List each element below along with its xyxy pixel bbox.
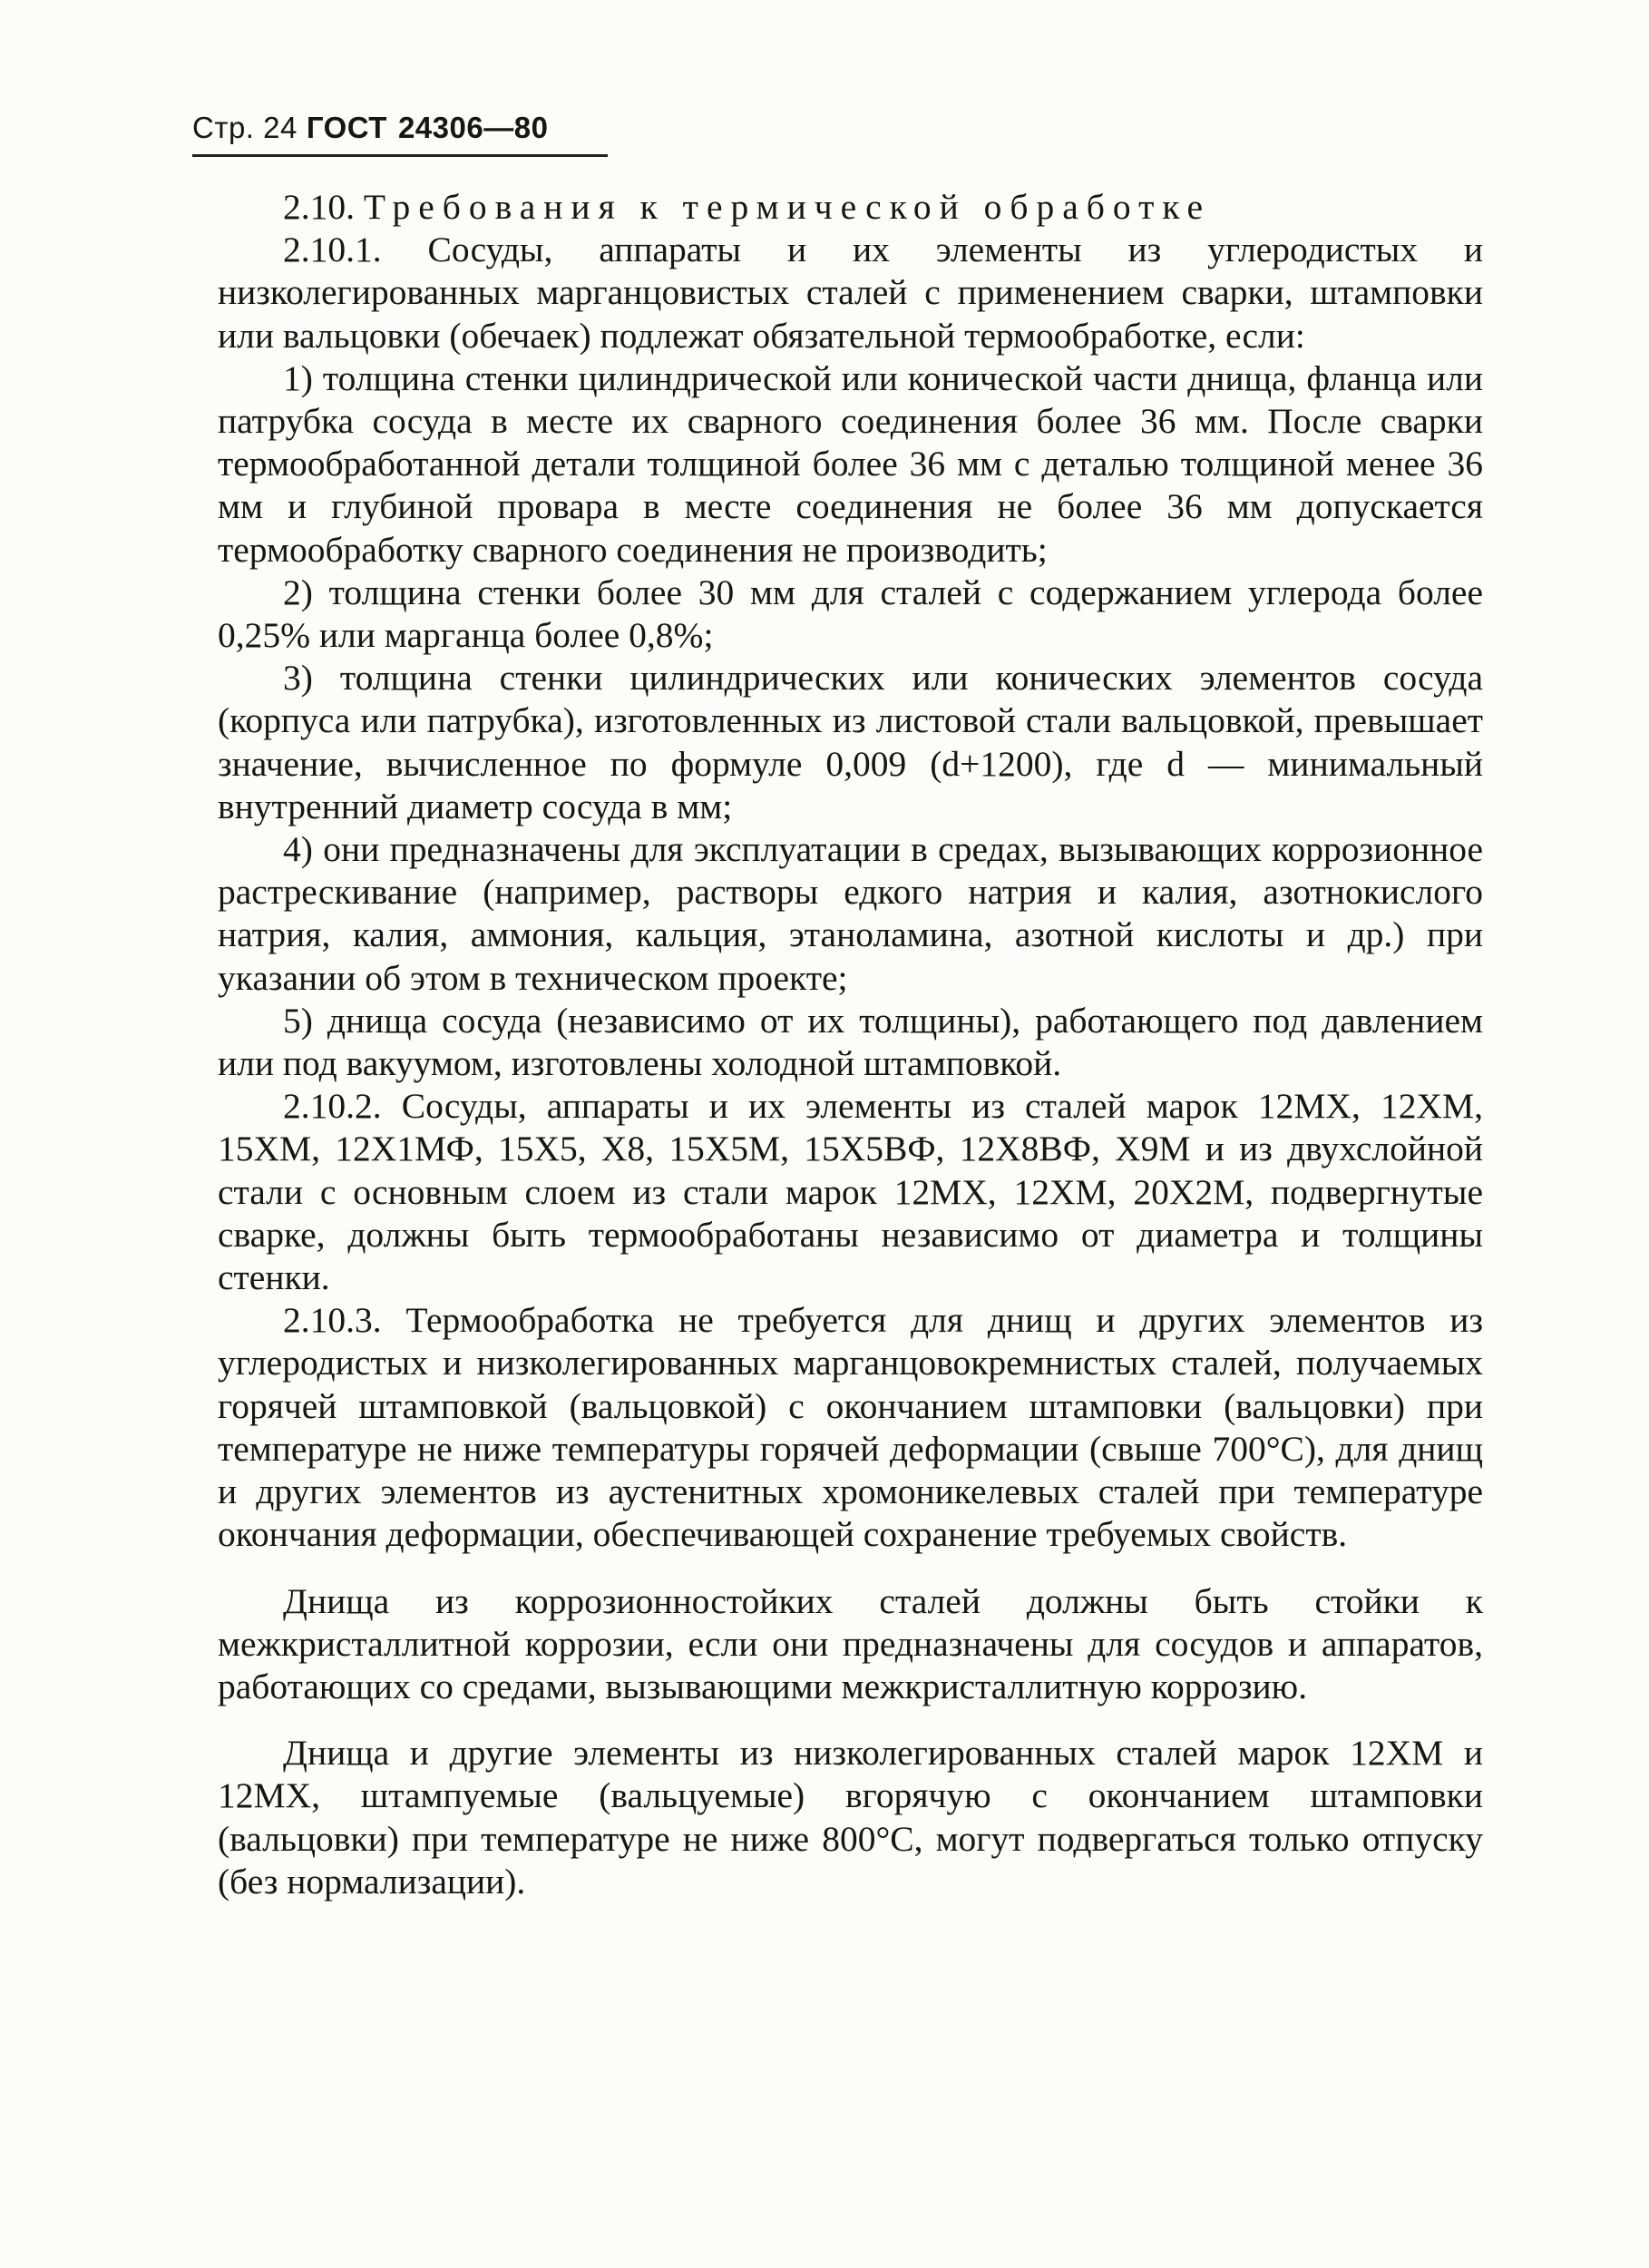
- section-number: 2.10.: [283, 187, 355, 227]
- page-number: Стр. 24: [192, 111, 298, 144]
- paragraph-2-10-3: 2.10.3. Термообработка не требуется для днищ и других элементов из углеродистых и низколегированных марганцовокремнистых сталей, получаемых горячей штамповкой (вальцовкой) с окончанием штамповки (вальцовки) при температуре не ниже температуры горячей деформации (свыше 700°С), для днищ и других элементов из аустенитных хромоникелевых сталей при температуре окончания деформации, обеспечивающей сохранение требуемых свойств.: [218, 1300, 1483, 1555]
- document-body: [218, 186, 1483, 1903]
- list-item-2: 2) толщина стенки более 30 мм для сталей с содержанием углерода более 0,25% или марганца более 0,8%;: [218, 572, 1483, 656]
- list-item-3: 3) толщина стенки цилиндрических или конических элементов сосуда (корпуса или патрубка), изготовленных из листовой стали вальцовкой, превышает значение, вычисленное по формуле 0,009 (d+1200), где d — минимальный внутренний диаметр сосуда в мм;: [218, 658, 1483, 826]
- list-item-4: 4) они предназначены для эксплуатации в средах, вызывающих коррозионное растрескивание (например, растворы едкого натрия и калия, азотнокислого натрия, калия, аммония, кальция, этаноламина, азотной кислоты и др.) при указании об этом в техническом проекте;: [218, 829, 1483, 998]
- paragraph-corrosion-resistance: Днища из коррозионностойких сталей должны быть стойки к межкристаллитной коррозии, если они предназначены для сосудов и аппаратов, работающих со средами, вызывающими межкристаллитную коррозию.: [218, 1580, 1483, 1706]
- paragraph-2-10-2: 2.10.2. Сосуды, аппараты и их элементы из сталей марок 12МХ, 12ХМ, 15ХМ, 12Х1МФ, 15Х5, Х8, 15Х5М, 15Х5ВФ, 12Х8ВФ, Х9М и из двухслойной стали с основным слоем из стали марок 12МХ, 12ХМ, 20Х2М, подвергнутые сварке, должны быть термообработаны независимо от диаметра и толщины стенки.: [218, 1086, 1483, 1298]
- list-item-1: 1) толщина стенки цилиндрической или конической части днища, фланца или патрубка сосуда в месте их сварного соединения более 36 мм. После сварки термообработанной детали толщиной более 36 мм с деталью толщиной менее 36 мм и глубиной провара в месте соединения не более 36 мм допускается термообработку сварного соединения не производить;: [218, 357, 1483, 570]
- paragraph-2-10-1: 2.10.1. Сосуды, аппараты и их элементы из углеродистых и низколегированных марганцовистых сталей с применением сварки, штамповки или вальцовки (обечаек) подлежат обязательной термообработке, если:: [218, 230, 1483, 356]
- section-heading: [218, 186, 1483, 229]
- list-item-5: 5) днища сосуда (независимо от их толщины), работающего под давлением или под вакуумом, изготовлены холодной штамповкой.: [218, 1000, 1483, 1084]
- section-title: Требования к термической обработке: [363, 187, 1212, 227]
- standard-name: ГОСТ: [306, 111, 387, 144]
- paragraph-tempering: Днища и другие элементы из низколегированных сталей марок 12ХМ и 12МХ, штампуемые (вальцуемые) вгорячую с окончанием штамповки (вальцовки) при температуре не ниже 800°С, могут подвергаться только отпуску (без нормализации).: [218, 1733, 1483, 1901]
- standard-number: 24306—80: [397, 111, 549, 144]
- running-header: [192, 111, 548, 145]
- header-rule: [192, 154, 608, 157]
